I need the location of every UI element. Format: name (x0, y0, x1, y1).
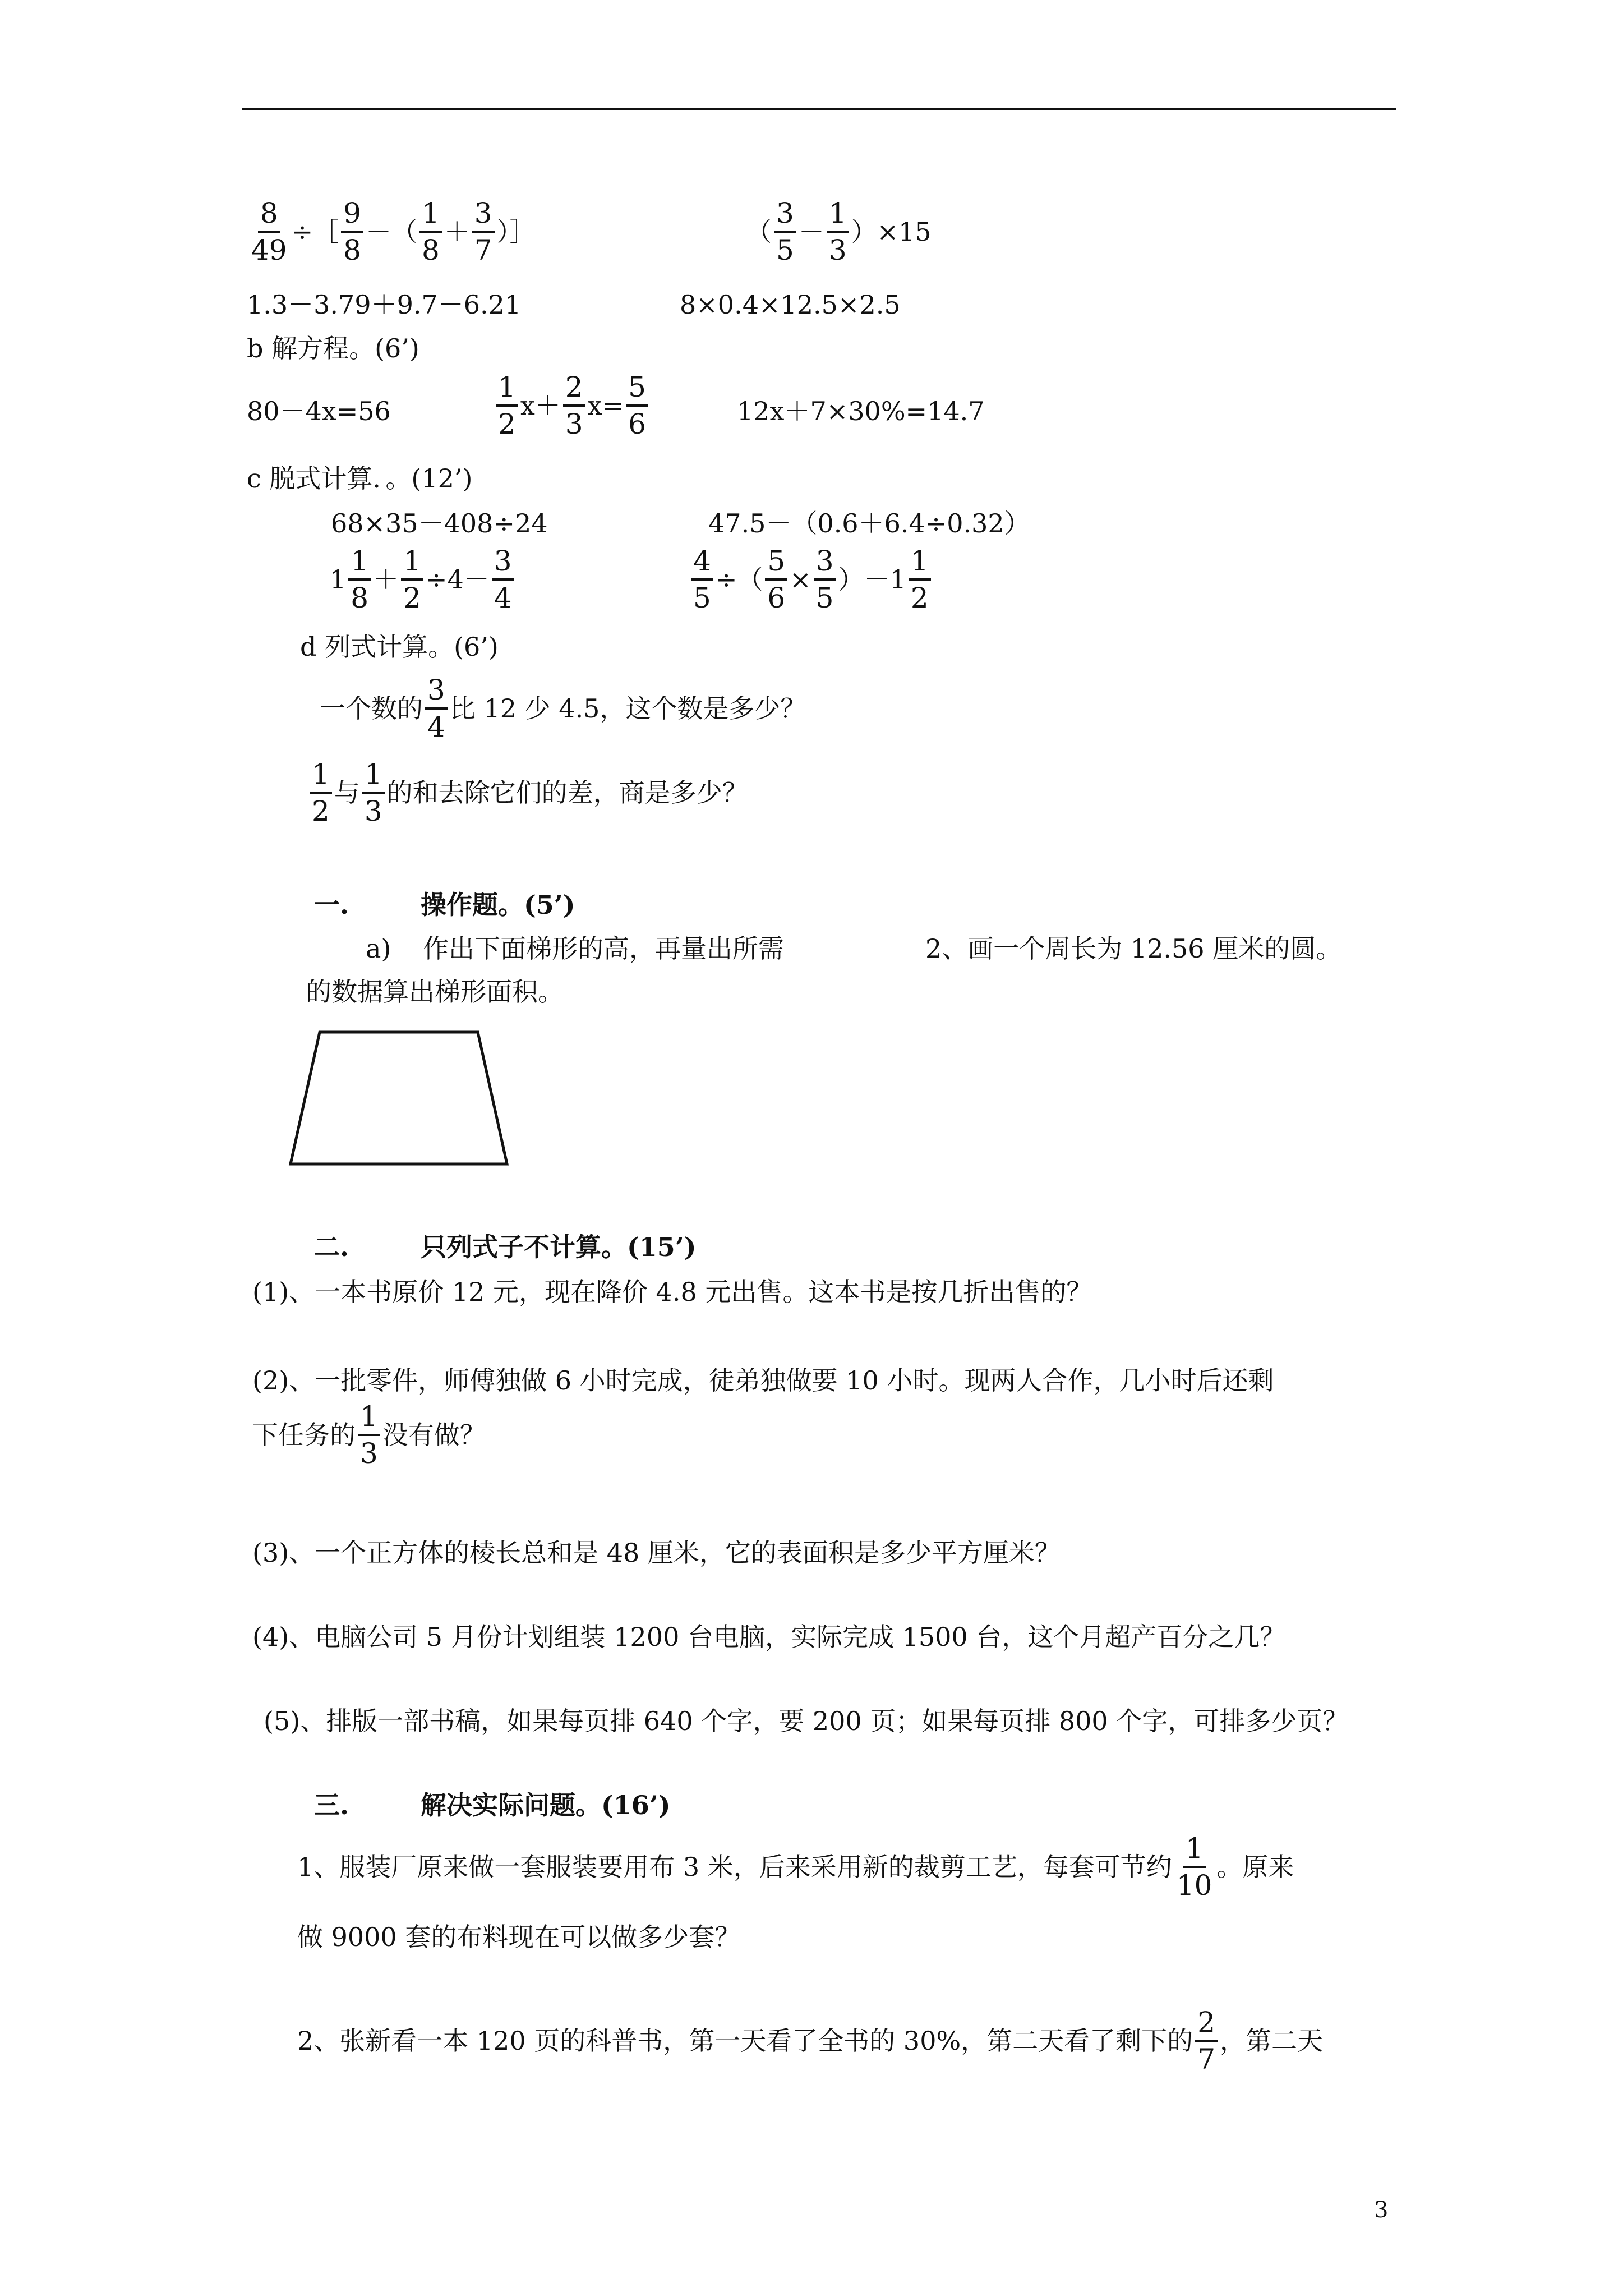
fraction: $\frac{9}{8}$ (341, 199, 363, 264)
calc-c1: 68×35－408÷24 (331, 508, 548, 539)
fraction: $\frac{1}{3}$ (362, 760, 385, 825)
op-a-text: 作出下面梯形的高，再量出所需 (423, 933, 784, 964)
section-2-number: 二. (314, 1232, 349, 1262)
fraction: $\frac{3}{4}$ (492, 547, 514, 612)
problem-d2: $\frac{1}{2}$ 与 $\frac{1}{3}$ 的和去除它们的差，商是多少？ (307, 760, 748, 825)
fraction: $\frac{1}{2}$ (909, 547, 931, 612)
section-d-heading: d 列式计算。(6’) (300, 632, 499, 662)
question-3: (3)、一个正方体的棱长总和是 48 厘米，它的表面积是多少平方厘米？ (252, 1538, 1061, 1568)
calc-c2: 47.5－（0.6＋6.4÷0.32） (708, 508, 1030, 539)
page-number: 3 (1374, 2197, 1389, 2223)
section-1-title: 操作题。(5’) (421, 890, 575, 920)
section-2-title: 只列式子不计算。(15’) (421, 1232, 697, 1262)
expression-1: $\frac{8}{49}$ ÷［ $\frac{9}{8}$ －（ $\frac{1}{8}$ ＋ $\frac{3}{7}$ ）］ (247, 199, 536, 264)
fraction: $\frac{3}{7}$ (472, 199, 495, 264)
fraction: $\frac{1}{2}$ (401, 547, 423, 612)
fraction: $\frac{1}{2}$ (496, 373, 518, 438)
question-2-line-2: 下任务的 $\frac{1}{3}$ 没有做？ (252, 1400, 486, 1470)
equation-2: $\frac{1}{2}$ x＋ $\frac{2}{3}$ x= $\frac{5}{6}$ (494, 373, 651, 438)
question-2-line-1: (2)、一批零件，师傅独做 6 小时完成，徒弟独做要 10 小时。现两人合作，几小时后还剩 (252, 1365, 1274, 1396)
fraction: $\frac{8}{49}$ (251, 197, 287, 266)
section-c-heading: c 脱式计算．。(12’) (247, 463, 473, 494)
problem-d1: 一个数的 $\frac{3}{4}$ 比 12 少 4.5，这个数是多少？ (320, 674, 806, 743)
problem-1-line-1: 1、服装厂原来做一套服装要用布 3 米，后来采用新的裁剪工艺，每套可节约 $\frac{1}{10}$ 。原来 (297, 1832, 1294, 1902)
equation-1: 80－4x=56 (247, 396, 391, 426)
fraction: $\frac{5}{6}$ (626, 373, 648, 438)
problem-2-line-1: 2、张新看一本 120 页的科普书，第一天看了全书的 30%，第二天看了剩下的 $\frac{2}{7}$ ，第二天 (297, 2006, 1323, 2076)
fraction: $\frac{1}{8}$ (348, 547, 371, 612)
fraction: $\frac{1}{8}$ (419, 199, 442, 264)
question-1: (1)、一本书原价 12 元，现在降价 4.8 元出售。这本书是按几折出售的？ (252, 1277, 1092, 1307)
section-3-title: 解决实际问题。(16’) (421, 1790, 671, 1820)
fraction: $\frac{3}{5}$ (774, 199, 796, 264)
fraction: $\frac{3}{5}$ (814, 547, 836, 612)
trapezoid-figure (280, 1027, 516, 1172)
question-4: (4)、电脑公司 5 月份计划组装 1200 台电脑，实际完成 1500 台，这个月超产百分之几？ (252, 1622, 1286, 1652)
fraction: $\frac{1}{10}$ (1176, 1832, 1212, 1902)
fraction: $\frac{3}{4}$ (425, 676, 448, 741)
fraction: $\frac{2}{7}$ (1195, 2008, 1218, 2073)
section-3-number: 三. (314, 1790, 349, 1820)
calc-line-left: 1.3－3.79＋9.7－6.21 (247, 289, 522, 320)
problem-1-line-2: 做 9000 套的布料现在可以做多少套？ (297, 1922, 741, 1952)
fraction: $\frac{1}{2}$ (310, 760, 332, 825)
op-2-text: 2、画一个周长为 12.56 厘米的圆。 (925, 933, 1342, 964)
fraction: $\frac{2}{3}$ (563, 373, 585, 438)
equation-3: 12x＋7×30%=14.7 (737, 396, 985, 426)
section-b-heading: b 解方程。(6’) (247, 333, 419, 364)
op-a-text-cont: 的数据算出梯形面积。 (306, 977, 564, 1007)
question-5: (5)、排版一部书稿，如果每页排 640 个字，要 200 页；如果每页排 800 个字，可排多少页？ (264, 1706, 1349, 1736)
fraction: $\frac{1}{3}$ (358, 1402, 380, 1467)
fraction: $\frac{1}{3}$ (827, 199, 849, 264)
expression-2: （ $\frac{3}{5}$ － $\frac{1}{3}$ ）×15 (746, 197, 932, 266)
calc-c4: $\frac{4}{5}$ ÷（ $\frac{5}{6}$ × $\frac{3}{5}$ ）－1 $\frac{1}{2}$ (689, 547, 933, 612)
calc-c3: 1 $\frac{1}{8}$ ＋ $\frac{1}{2}$ ÷4－ $\frac{3}{4}$ (330, 547, 517, 612)
fraction: $\frac{5}{6}$ (765, 547, 787, 612)
op-a-label: a) (366, 933, 391, 964)
section-1-number: 一. (314, 890, 349, 920)
fraction: $\frac{4}{5}$ (691, 547, 713, 612)
header-rule (242, 108, 1396, 110)
calc-line-right: 8×0.4×12.5×2.5 (680, 289, 901, 320)
